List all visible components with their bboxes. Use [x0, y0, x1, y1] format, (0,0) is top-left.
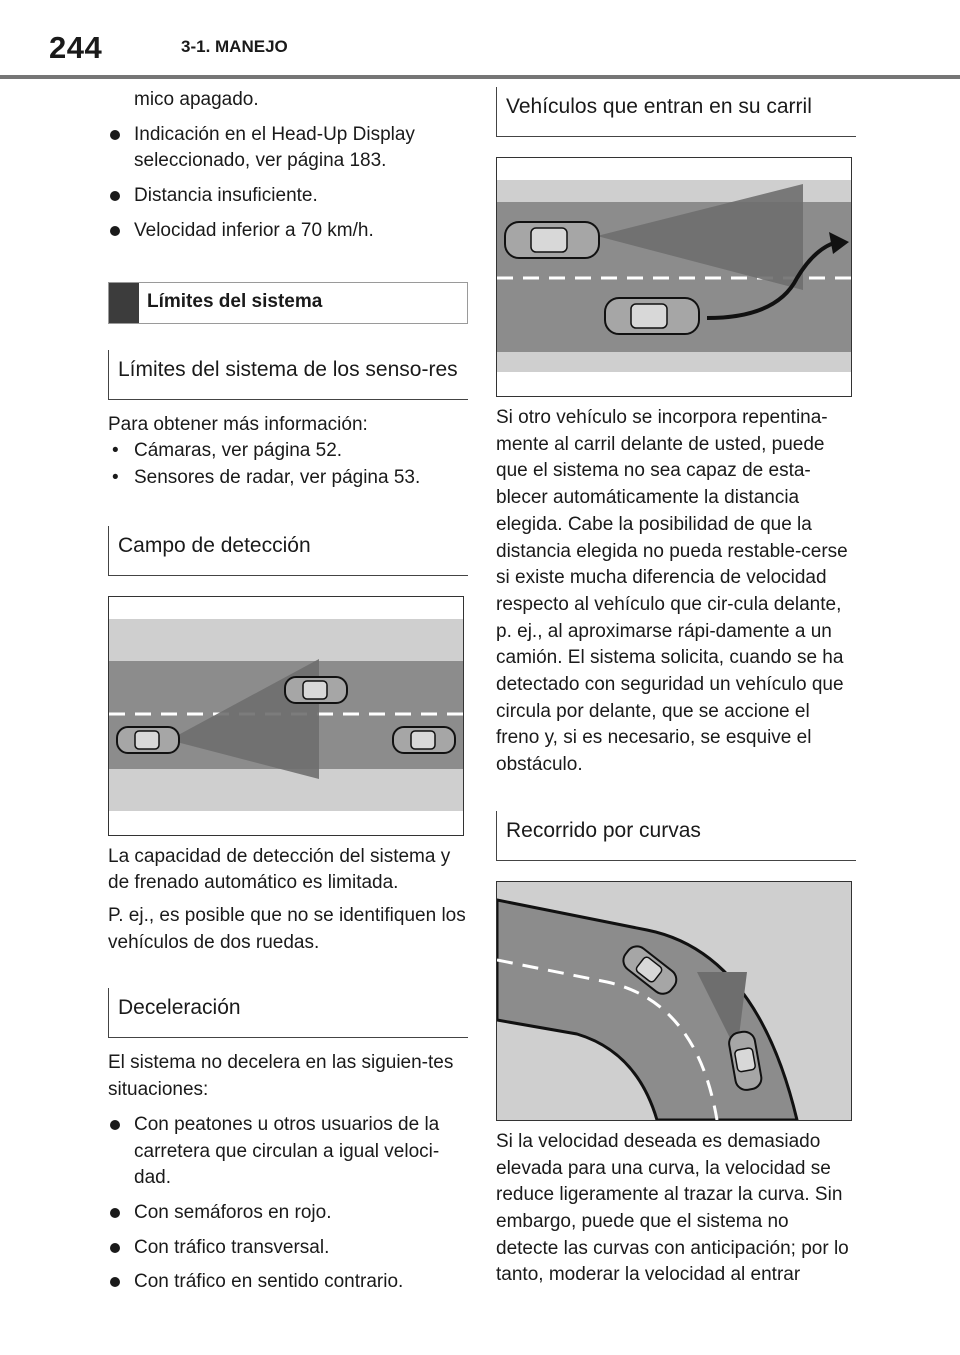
ego-car-icon — [117, 727, 179, 753]
deceleration-subheading: Deceleración — [108, 988, 468, 1038]
cutin-car-icon — [605, 298, 699, 334]
deceleration-bullet: Con tráfico en sentido contrario. — [108, 1269, 468, 1296]
intro-bullet-list — [108, 122, 468, 245]
limits-heading-box — [108, 282, 468, 324]
detection-text-2: P. ej., es posible que no se identifiquen los vehículos de dos ruedas. — [108, 905, 466, 953]
section-title: 3-1. MANEJO — [181, 37, 288, 56]
deceleration-bullet-list — [108, 1112, 468, 1296]
cutin-text: Si otro vehículo se incorpora repentina-mente al carril delante de usted, puede que el sistema no sea capaz de esta-blecer automáticamente la distancia elegida. Cabe la posibilidad de que la distancia elegida no pueda restable-cerse si existe mucha diferencia de velocidad respecto al vehículo que cir-cula delante, p. ej., al aproximarse rápi-damente a un camión. El sistema solicita, cuando se ha detectado con seguridad un vehículo que circula por delante, que se accione el freno y, si es necesario, se esquive el obstáculo. — [496, 407, 848, 776]
detection-text-1: La capacidad de detección del sistema y de frenado automático es limitada. — [108, 845, 451, 894]
right-column — [496, 87, 856, 1289]
deceleration-bullet: Con peatones u otros usuarios de la carretera que circulan a igual veloci-dad. — [108, 1112, 468, 1192]
cutin-illustration — [497, 158, 851, 396]
curves-figure — [496, 881, 852, 1121]
intro-continuation: mico apagado. — [134, 89, 259, 110]
info-list — [108, 438, 468, 491]
ego-car-icon — [505, 222, 599, 258]
limits-heading: Límites del sistema — [147, 291, 323, 313]
curves-text: Si la velocidad deseada es demasiado elevada para una curva, la velocidad se reduce ligeramente al trazar la curva. Sin embargo, puede que el sistema no detecte las curvas con anticipación; por lo tanto, moderar la velocidad al entrar — [496, 1130, 849, 1286]
detection-illustration — [109, 597, 463, 835]
heading-marker — [109, 283, 139, 323]
deceleration-bullet: Con semáforos en rojo. — [108, 1200, 468, 1227]
info-item: • Cámaras, ver página 52. — [108, 438, 468, 465]
intro-bullet: Distancia insuficiente. — [108, 183, 468, 210]
deceleration-intro: El sistema no decelera en las siguien-tes situaciones: — [108, 1052, 454, 1101]
curves-illustration — [497, 882, 851, 1120]
intro-bullet: Velocidad inferior a 70 km/h. — [108, 218, 468, 245]
left-column — [108, 87, 468, 1296]
more-info-text: Para obtener más información: — [108, 413, 368, 435]
detection-subheading: Campo de detección — [108, 526, 468, 576]
header-rule — [0, 75, 960, 79]
cutin-subheading: Vehículos que entran en su carril — [496, 87, 856, 137]
deceleration-bullet: Con tráfico transversal. — [108, 1235, 468, 1262]
info-item: • Sensores de radar, ver página 53. — [108, 465, 468, 492]
cutin-figure — [496, 157, 852, 397]
sensor-limits-subheading: Límites del sistema de los senso-res — [108, 350, 468, 400]
car-far-icon — [393, 727, 455, 753]
page-header — [0, 0, 960, 80]
detection-figure — [108, 596, 464, 836]
car-ahead-icon — [285, 677, 347, 703]
curves-subheading: Recorrido por curvas — [496, 811, 856, 861]
page-number: 244 — [49, 30, 103, 65]
intro-bullet: Indicación en el Head-Up Display seleccionado, ver página 183. — [108, 122, 468, 175]
